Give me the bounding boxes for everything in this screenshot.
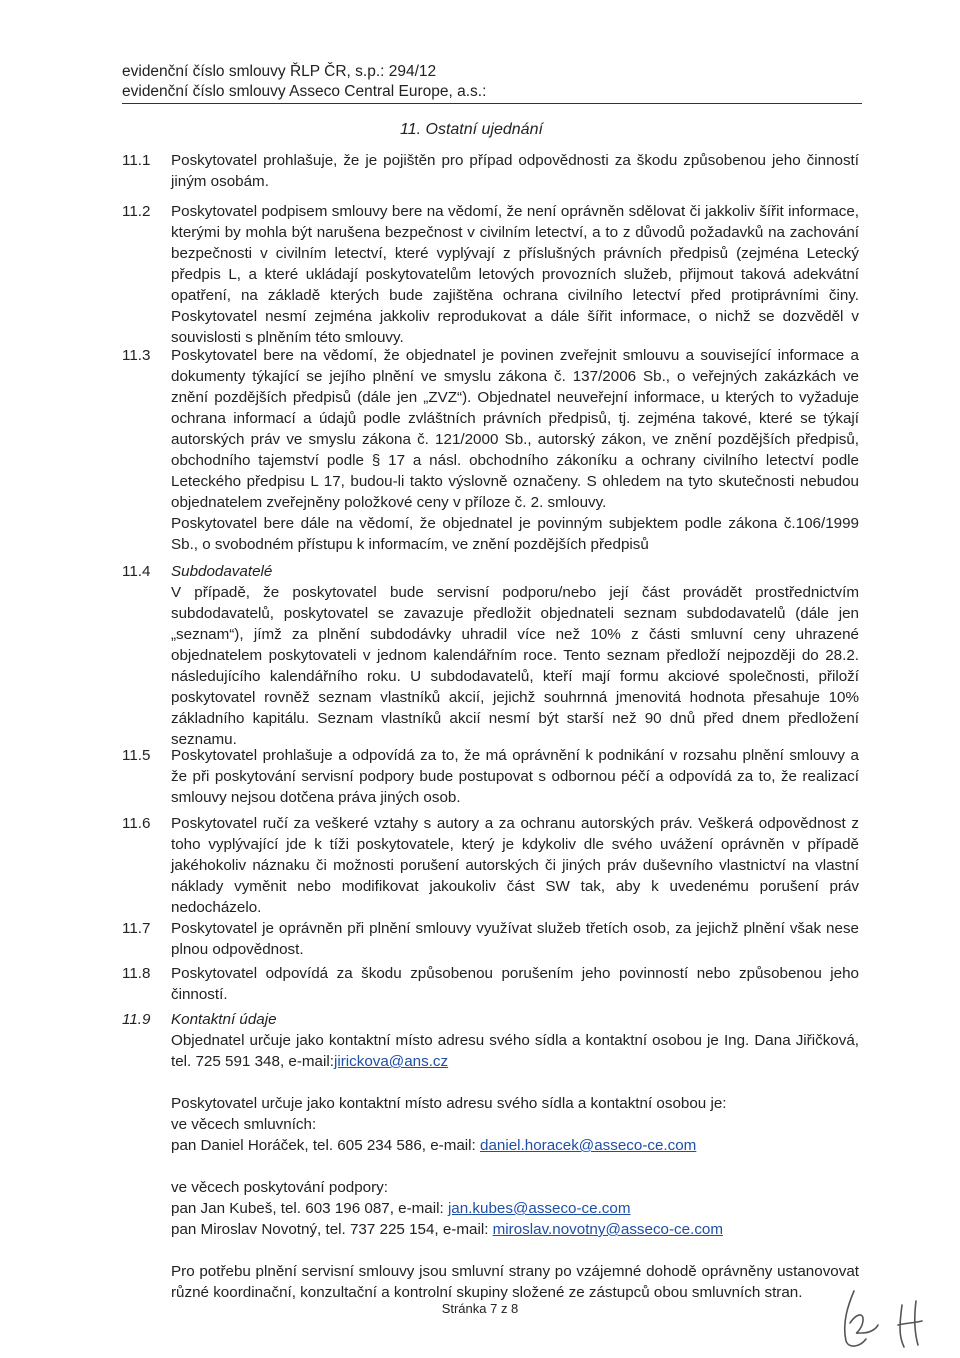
clause-number: 11.3: [122, 347, 151, 364]
clause-heading: Kontaktní údaje: [171, 1011, 277, 1028]
page-number: Stránka 7 z 8: [441, 1301, 519, 1316]
client-contact-line: [171, 1030, 859, 1072]
provider-contact-intro: Poskytovatel určuje jako kontaktní místo adresu svého sídla a kontaktní osobou je:: [171, 1095, 727, 1112]
contact-person: pan Jan Kubeš, tel. 603 196 087, e-mail:: [171, 1200, 448, 1217]
clause-body: [171, 345, 859, 555]
section-title: 11. Ostatní ujednání: [400, 121, 543, 138]
header-divider: [122, 103, 862, 104]
clause-text: V případě, že poskytovatel bude servisní podporu/nebo její část provádět prostřednictvím subdodavatelů, poskytovatel se zavazuje předložit objednateli seznam subdodavatelů (dále jen „seznam“), jímž za plnění subdodávky uhradil více než 10% z části smluvní ceny uhrazené objednatelem poskytovateli v jednom kalendářním roce. Tento seznam předloží nejpozději do 28.2. následujícího kalendářního roku. U subdodavatelů, kteří mají formu akciové společnosti, přiloží poskytovatel rovněž seznam vlastníků akcií, jejichž souhrnná jmenovitá hodnota přesahuje 10% základního kapitálu. Seznam vlastníků akcií nesmí být starší než 90 dnů před dnem předložení seznamu.: [171, 584, 859, 748]
clause-number: 11.9: [122, 1011, 151, 1028]
clause-text: Pro potřebu plnění servisní smlouvy jsou smluvní strany po vzájemné dohodě oprávněny ustanovovat různé koordinační, konzultační a kontrolní skupiny složené ze zástupců obou smluvních stran.: [171, 1263, 859, 1301]
clause-number: 11.5: [122, 747, 151, 764]
clause-text: Poskytovatel odpovídá za škodu způsobenou porušením jeho povinností nebo způsobenou jeho činností.: [171, 965, 859, 1003]
clause-number: 11.6: [122, 815, 151, 832]
clause-text: Poskytovatel prohlašuje, že je pojištěn pro případ odpovědnosti za škodu způsobenou jeho činností jiným osobám.: [171, 152, 859, 190]
clause-text: Poskytovatel je oprávněn při plnění smlouvy využívat služeb třetích osob, za jejichž plnění však nese plnou odpovědnost.: [171, 920, 859, 958]
contact-person: pan Daniel Horáček, tel. 605 234 586, e-mail:: [171, 1137, 480, 1154]
clause-text: Poskytovatel ručí za veškeré vztahy s autory a za ochranu autorských práv. Veškerá odpovědnost z toho vyplývající jde k tíži poskytovatele, který je kdykoliv dle svého uvážení oprávněn v případě jakéhokoliv náznaku či možnosti porušení autorských či jiných práv duševního vlastnictví na vlastní náklady vyměnit nebo modifikovat jakoukoliv část SW tak, aby k uvedenému porušení práv nedocházelo.: [171, 815, 859, 916]
contract-number-rlp: evidenční číslo smlouvy ŘLP ČR, s.p.: 294/12: [122, 63, 437, 80]
client-contact-text: Objednatel určuje jako kontaktní místo adresu svého sídla a kontaktní osobou je Ing. Dana Jiřičková, tel. 725 591 348, e-mail:: [171, 1032, 859, 1070]
client-email-link[interactable]: jirickova@ans.cz: [333, 1053, 449, 1070]
clause-heading: Subdodavatelé: [171, 563, 273, 580]
contact-line: [171, 1219, 859, 1240]
clause-text: Poskytovatel podpisem smlouvy bere na vědomí, že není oprávněn sdělovat či jakkoliv šířit informace, kterými by mohla být narušena bezpečnost v civilním letectví, a to z důvodů požadavků na zachování bezpečnosti v civilním letectví, které vyplývají z příslušných právních předpisů (zejména Letecký předpis L, a které ukládají poskytovatelům letových provozních služeb, přijmout taková adekvátní opatření, na základě kterých bude zajištěna ochrana civilního letectví před protiprávními činy. Poskytovatel nesmí zejména jakkoliv reprodukovat a dále šířit informace, o nichž se dozvěděl v souvislosti s plněním této smlouvy.: [171, 203, 859, 346]
contact-line: [171, 1135, 859, 1156]
clause-number: 11.1: [122, 152, 151, 169]
signature-initials: [832, 1283, 942, 1353]
clause-number: 11.2: [122, 203, 151, 220]
contract-matters-label: ve věcech smluvních:: [171, 1116, 317, 1133]
contacts-block: [171, 1009, 859, 1303]
contact-line: [171, 1198, 859, 1219]
document-header: [122, 62, 862, 102]
clause-body: [171, 561, 859, 750]
contact-person: pan Miroslav Novotný, tel. 737 225 154, e-mail:: [171, 1221, 493, 1238]
clause-number: 11.7: [122, 920, 151, 937]
email-link[interactable]: daniel.horacek@asseco-ce.com: [480, 1137, 697, 1154]
support-matters-label: ve věcech poskytování podpory:: [171, 1179, 388, 1196]
email-link[interactable]: miroslav.novotny@asseco-ce.com: [492, 1221, 724, 1238]
clause-number: 11.8: [122, 965, 151, 982]
contract-number-asseco: evidenční číslo smlouvy Asseco Central Europe, a.s.:: [122, 83, 487, 100]
clause-number: 11.4: [122, 563, 151, 580]
clause-text: Poskytovatel bere dále na vědomí, že objednatel je povinným subjektem podle zákona č.106/1999 Sb., o svobodném přístupu k informacím, ve znění pozdějších předpisů: [171, 515, 859, 553]
clause-text: Poskytovatel prohlašuje a odpovídá za to, že má oprávnění k podnikání v rozsahu plnění smlouvy a že při poskytování servisní podpory bude postupovat s odbornou péčí a odpovídá za to, že realizací smlouvy nejsou dotčena práva jiných osob.: [171, 747, 859, 806]
email-link[interactable]: jan.kubes@asseco-ce.com: [447, 1200, 631, 1217]
clause-text: Poskytovatel bere na vědomí, že objednatel je povinen zveřejnit smlouvu a související informace a dokumenty týkající se jejího plnění ve smyslu zákona č. 137/2006 Sb., o veřejných zakázkách ve znění pozdějších předpisů (dále jen „ZVZ“). Objednatel neuveřejní informace, u kterých to vyžaduje ochrana informací a údajů podle zvláštních právních předpisů, tj. zejména takové, které se týkají autorských práv ve smyslu zákona č. 121/2000 Sb., autorský zákon, ve znění pozdějších předpisů, obchodního tajemství podle § 17 a násl. obchodního zákoníku a ochrany civilního letectví podle Leteckého předpisu L 17, budou-li takto výslovně označeny. S ohledem na tyto skutečnosti nebudou objednatelem zveřejněny položkové ceny v příloze č. 2. smlouvy.: [171, 347, 859, 511]
